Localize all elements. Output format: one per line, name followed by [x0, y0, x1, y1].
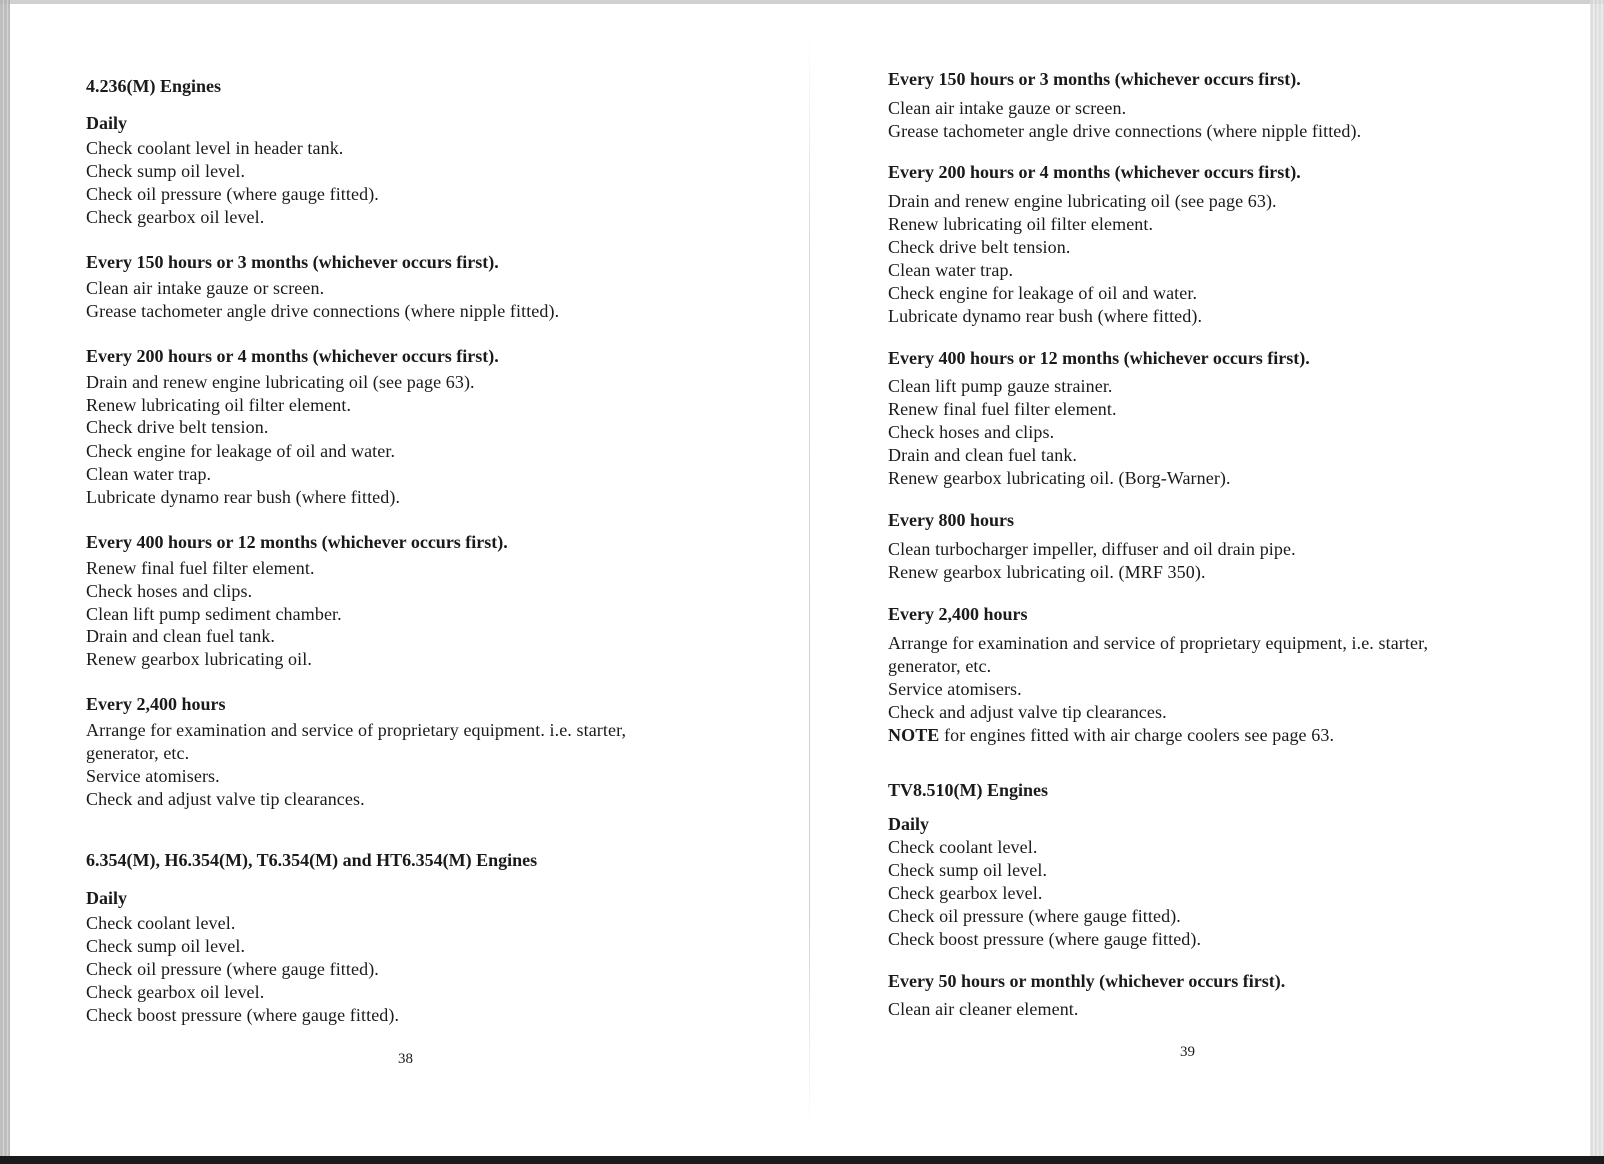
list-item: Check coolant level.	[86, 913, 236, 933]
section-title-6354: 6.354(M), H6.354(M), T6.354(M) and HT6.354(M) Engines	[86, 850, 538, 870]
section-heading-daily: Daily	[86, 888, 128, 908]
list-item: Arrange for examination and service of proprietary equipment, i.e. starter,	[888, 633, 1429, 653]
page-gutter	[809, 30, 810, 1130]
section-heading-daily: Daily	[888, 814, 930, 834]
list-item: Renew final fuel filter element.	[86, 558, 315, 578]
list-item: Check gearbox oil level.	[86, 982, 265, 1002]
list-item: Drain and renew engine lubricating oil (see page 63).	[888, 191, 1277, 211]
section-heading-200-hours: Every 200 hours or 4 months (whichever occurs first).	[86, 346, 499, 366]
scan-top-edge	[0, 0, 1604, 4]
scan-right-edge	[1590, 0, 1604, 1164]
list-item: Clean lift pump sediment chamber.	[86, 604, 342, 624]
list-item: Clean air intake gauze or screen.	[86, 278, 325, 298]
list-item: Check hoses and clips.	[86, 581, 253, 601]
list-item: Clean turbocharger impeller, diffuser and oil drain pipe.	[888, 539, 1296, 559]
section-heading-400-hours: Every 400 hours or 12 months (whichever occurs first).	[888, 348, 1310, 368]
list-item: generator, etc.	[888, 656, 992, 676]
section-heading-daily: Daily	[86, 113, 128, 133]
list-item: Check engine for leakage of oil and water.	[888, 283, 1198, 303]
list-item: Clean lift pump gauze strainer.	[888, 376, 1113, 396]
list-item: Clean air intake gauze or screen.	[888, 98, 1127, 118]
list-item: Check and adjust valve tip clearances.	[86, 789, 365, 809]
list-item: Renew lubricating oil filter element.	[888, 214, 1154, 234]
list-item: Check drive belt tension.	[86, 417, 269, 437]
list-item: Check gearbox level.	[888, 883, 1043, 903]
list-item: Drain and clean fuel tank.	[888, 445, 1078, 465]
note-line	[888, 724, 1334, 746]
list-item: Check gearbox oil level.	[86, 207, 265, 227]
section-heading-200-hours: Every 200 hours or 4 months (whichever occurs first).	[888, 162, 1301, 182]
section-heading-800-hours: Every 800 hours	[888, 510, 1014, 530]
list-item: generator, etc.	[86, 743, 190, 763]
section-heading-150-hours: Every 150 hours or 3 months (whichever occurs first).	[86, 252, 499, 272]
list-item: Renew gearbox lubricating oil.	[86, 649, 312, 669]
list-item: Clean air cleaner element.	[888, 999, 1079, 1019]
note-label: NOTE	[888, 725, 940, 745]
list-item: Drain and renew engine lubricating oil (see page 63).	[86, 372, 475, 392]
section-title-tv8510: TV8.510(M) Engines	[888, 780, 1049, 800]
list-item: Check sump oil level.	[86, 936, 246, 956]
list-item: Check boost pressure (where gauge fitted).	[888, 929, 1202, 949]
page-number: 38	[398, 1051, 413, 1067]
list-item: Arrange for examination and service of proprietary equipment. i.e. starter,	[86, 720, 627, 740]
list-item: Renew lubricating oil filter element.	[86, 395, 352, 415]
list-item: Check drive belt tension.	[888, 237, 1071, 257]
list-item: Check oil pressure (where gauge fitted).	[86, 959, 379, 979]
list-item: Service atomisers.	[888, 679, 1022, 699]
list-item: Renew gearbox lubricating oil. (Borg-Warner).	[888, 468, 1231, 488]
list-item: Clean water trap.	[888, 260, 1014, 280]
scan-left-edge	[0, 0, 10, 1164]
list-item: Check oil pressure (where gauge fitted).	[86, 184, 379, 204]
list-item: Check coolant level in header tank.	[86, 138, 344, 158]
list-item: Check oil pressure (where gauge fitted).	[888, 906, 1181, 926]
list-item: Lubricate dynamo rear bush (where fitted).	[888, 306, 1203, 326]
list-item: Check hoses and clips.	[888, 422, 1055, 442]
list-item: Check coolant level.	[888, 837, 1038, 857]
list-item: Renew gearbox lubricating oil. (MRF 350).	[888, 562, 1206, 582]
list-item: Grease tachometer angle drive connections (where nipple fitted).	[888, 121, 1362, 141]
list-item: Check boost pressure (where gauge fitted).	[86, 1005, 400, 1025]
list-item: Grease tachometer angle drive connections (where nipple fitted).	[86, 301, 560, 321]
list-item: Service atomisers.	[86, 766, 220, 786]
list-item: Clean water trap.	[86, 464, 212, 484]
list-item: Check engine for leakage of oil and water.	[86, 441, 396, 461]
list-item: Renew final fuel filter element.	[888, 399, 1117, 419]
page-number: 39	[1180, 1044, 1195, 1060]
section-title-4236: 4.236(M) Engines	[86, 76, 221, 96]
list-item: Lubricate dynamo rear bush (where fitted).	[86, 487, 401, 507]
list-item: Check and adjust valve tip clearances.	[888, 702, 1167, 722]
list-item: Check sump oil level.	[888, 860, 1048, 880]
section-heading-50-hours: Every 50 hours or monthly (whichever occurs first).	[888, 971, 1286, 991]
section-heading-150-hours: Every 150 hours or 3 months (whichever occurs first).	[888, 69, 1301, 89]
section-heading-2400-hours: Every 2,400 hours	[888, 604, 1028, 624]
section-heading-400-hours: Every 400 hours or 12 months (whichever occurs first).	[86, 532, 508, 552]
list-item: Check sump oil level.	[86, 161, 246, 181]
scan-bottom-edge	[0, 1156, 1604, 1164]
list-item: Drain and clean fuel tank.	[86, 626, 276, 646]
section-heading-2400-hours: Every 2,400 hours	[86, 694, 226, 714]
note-text: for engines fitted with air charge coolers see page 63.	[939, 725, 1335, 745]
